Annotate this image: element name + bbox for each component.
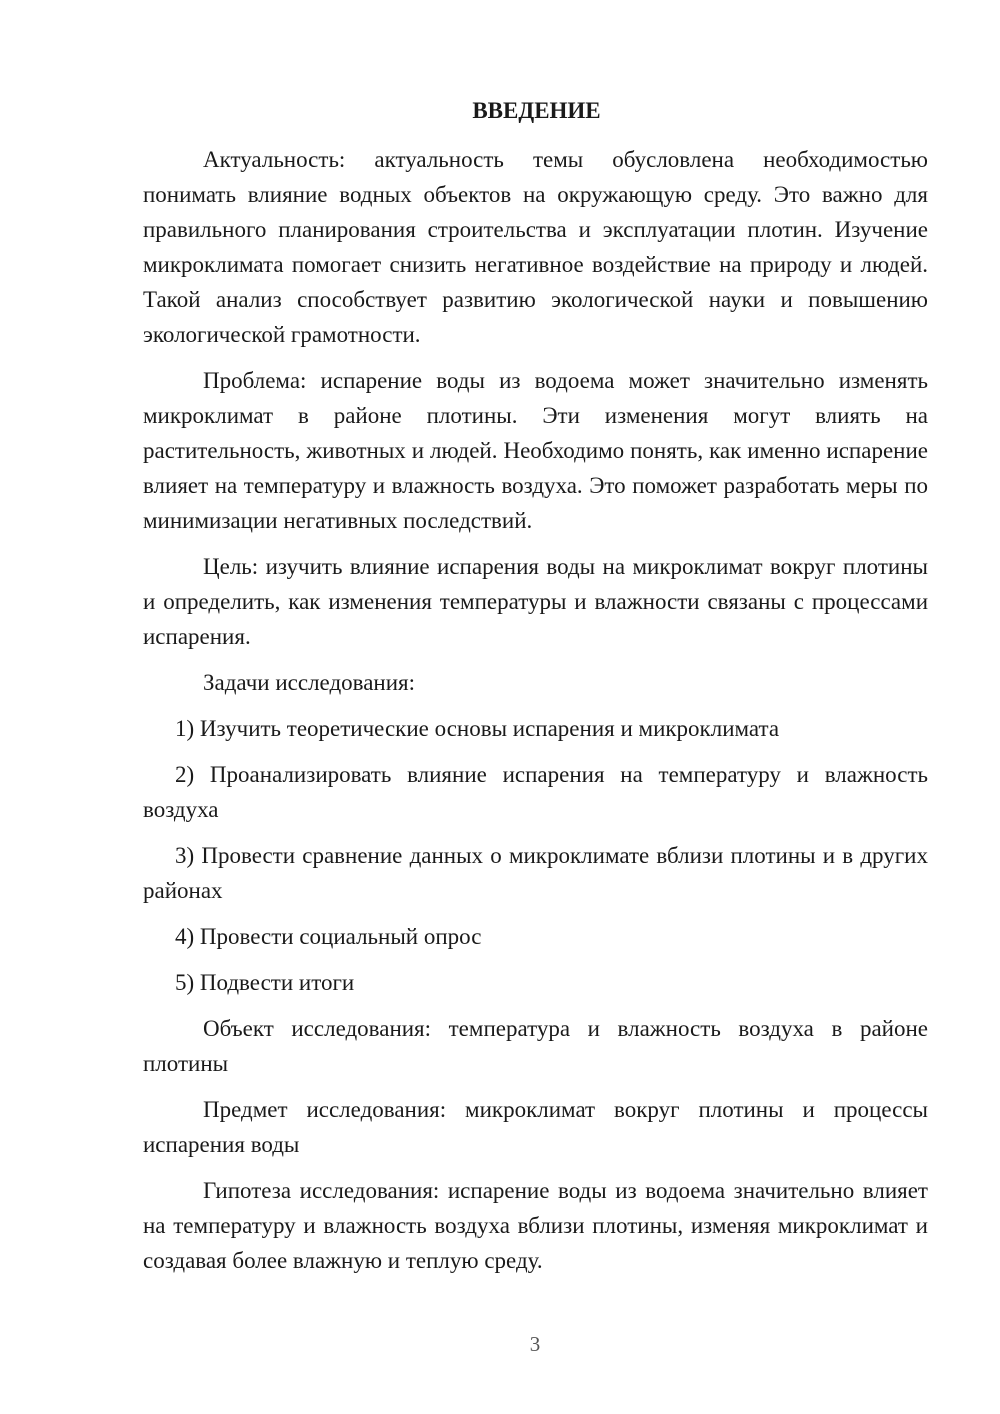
document-body [143, 93, 928, 1278]
paragraph-subject: Предмет исследования: микроклимат вокруг плотины и процессы испарения воды [143, 1097, 928, 1157]
paragraph-object: Объект исследования: температура и влажность воздуха в районе плотины [143, 1016, 928, 1076]
paragraph-tasks-heading: Задачи исследования: [203, 670, 416, 695]
task-item-2: 2) Проанализировать влияние испарения на температуру и влажность воздуха [143, 762, 928, 822]
paragraph-problem: Проблема: испарение воды из водоема может значительно изменять микроклимат в районе плотины. Эти изменения могут влиять на растительность, животных и людей. Необходимо понять, как именно испарение влияет на температуру и влажность воздуха. Это поможет разработать меры по минимизации негативных последствий. [143, 368, 928, 533]
section-title: ВВЕДЕНИЕ [472, 98, 601, 123]
page-number: 3 [529, 1332, 541, 1356]
paragraph-relevance: Актуальность: актуальность темы обусловлена необходимостью понимать влияние водных объектов на окружающую среду. Это важно для правильного планирования строительства и эксплуатации плотин. Изучение микроклимата помогает снизить негативное воздействие на природу и людей. Такой анализ способствует развитию экологической науки и повышению экологической грамотности. [143, 147, 928, 347]
paragraph-goal: Цель: изучить влияние испарения воды на микроклимат вокруг плотины и определить, как изменения температуры и влажности связаны с процессами испарения. [143, 554, 928, 649]
task-item-4: 4) Провести социальный опрос [175, 924, 482, 949]
task-item-5: 5) Подвести итоги [175, 970, 355, 995]
paragraph-hypothesis: Гипотеза исследования: испарение воды из водоема значительно влияет на температуру и влажность воздуха вблизи плотины, изменяя микроклимат и создавая более влажную и теплую среду. [143, 1178, 928, 1273]
task-item-3: 3) Провести сравнение данных о микроклимате вблизи плотины и в других районах [143, 843, 928, 903]
task-item-1: 1) Изучить теоретические основы испарения и микроклимата [175, 716, 780, 741]
